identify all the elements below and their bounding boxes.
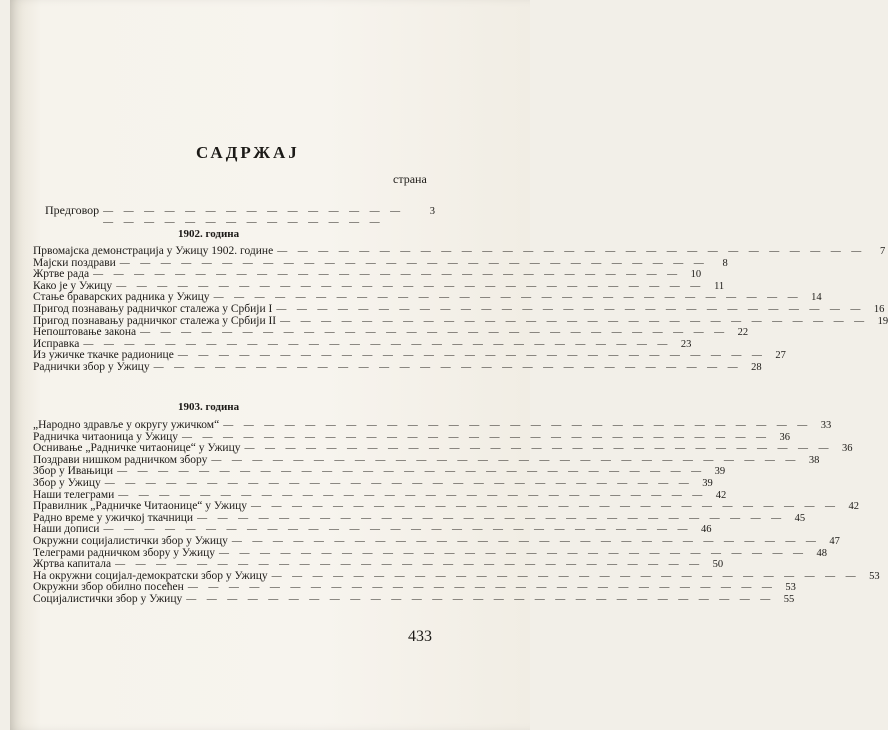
dash-leader: — — — — — — — — — — — — — — — — — — — — — — — — — — — — — (186, 593, 775, 605)
dash-leader: — — — — — — — — — — — — — — — — — — — — — — — — — — — — — (119, 257, 708, 269)
toc-entry (33, 302, 885, 316)
dash-leader: — — — — — — — — — — — — — — — — — — — — — — — — — — — — — (103, 206, 405, 228)
toc-entry-page: 16 (873, 303, 885, 315)
dash-leader: — — — — — — — — — — — — — — — — — — — — — — — — — — — — — (231, 535, 820, 547)
dash-leader: — — — — — — — — — — — — — — — — — — — — — — — — — — — — — (93, 269, 682, 281)
dash-leader: — — — — — — — — — — — — — — — — — — — — — — — — — — — — — (115, 559, 704, 571)
toc-entry-page: 47 (829, 535, 840, 547)
dash-leader: — — — — — — — — — — — — — — — — — — — — — — — — — — — — — (271, 570, 860, 582)
toc-entry-label: Исправка (33, 337, 80, 350)
toc-entry-label: „Народно здравље у округу ужичком“ (33, 419, 220, 431)
toc-entry (33, 326, 749, 339)
section-heading-1902: 1902. година (178, 228, 240, 240)
toc-entry-label: Радно време у ужичкој ткачници (33, 511, 194, 524)
toc-entry-label: Непоштовање закона (33, 326, 137, 339)
toc-entry-label: Из ужичке ткачке радионице (33, 349, 174, 362)
toc-entry-page: 39 (714, 466, 726, 478)
dash-leader: — — — — — — — — — — — — — — — — — — — — — — — — — — — — — (118, 489, 707, 501)
dash-leader: — — — — — — — — — — — — — — — — — — — — — — — — — — — — — (153, 361, 742, 373)
toc-entry-label: Збор у Ужицу (33, 476, 101, 489)
toc-entry (33, 419, 832, 432)
dash-leader: — — — — — — — — — — — — — — — — — — — — — — — — — — — — — (104, 477, 693, 489)
toc-entry (33, 592, 795, 606)
toc-entry (33, 245, 886, 258)
toc-entry-page: 22 (737, 327, 749, 339)
dash-leader: — — — — — — — — — — — — — — — — — — — — — — — — — — — — — (276, 303, 865, 315)
toc-entry-label: Како је у Ужицу (33, 279, 113, 292)
toc-entry-label: Наши дописи (33, 523, 100, 536)
dash-leader: — — — — — — — — — — — — — — — — — — — — — — — — — — — — — (280, 315, 869, 327)
toc-entry-page: 55 (783, 593, 795, 605)
toc-entry-page: 36 (842, 443, 853, 455)
dash-leader: — — — — — — — — — — — — — — — — — — — — — — — — — — — — — (116, 280, 705, 292)
page-column-label: страна (393, 172, 427, 186)
toc-entry-label: Предговор (45, 203, 100, 217)
toc-entry-page: 53 (785, 582, 796, 594)
dash-leader: — — — — — — — — — — — — — — — — — — — — — — — — — — — — — (103, 524, 692, 536)
toc-entry-page: 14 (811, 292, 822, 304)
toc-entry-label: Телеграми радничком збору у Ужицу (33, 546, 216, 559)
toc-entry-page: 10 (690, 269, 702, 281)
dash-leader: — — — — — — — — — — — — — — — — — — — — — — — — — — — — — (182, 431, 770, 443)
toc-entry-label: Радничка читаоница у Ужицу (33, 430, 178, 443)
toc-entry-label: Поздрави нишком радничком збору (33, 453, 208, 466)
toc-entry-label: Пригод познавању радничког сталежа у Србији I (33, 302, 273, 315)
toc-entry-page: 3 (429, 206, 435, 217)
book-page (10, 0, 888, 730)
toc-entry-page: 27 (775, 350, 786, 362)
toc-entry-page: 38 (808, 454, 820, 466)
toc-entry (33, 534, 840, 548)
toc-entry (33, 256, 728, 270)
dash-leader: — — — — — — — — — — — — — — — — — — — — — — — — — — — — — (244, 443, 833, 455)
dash-leader: — — — — — — — — — — — — — — — — — — — — — — — — — — — — — (117, 466, 706, 478)
section-heading-1903: 1903. година (178, 401, 240, 413)
toc-entry-label: На окружни социјал-демократски збор у Ужицу (33, 569, 268, 582)
toc-entry-page: 39 (702, 477, 713, 489)
toc-entry-page: 7 (879, 246, 886, 257)
dash-leader: — — — — — — — — — — — — — — — — — — — — — — — — — — — — — (197, 512, 786, 524)
toc-entry-page: 42 (715, 489, 727, 501)
toc-entry-page: 48 (816, 547, 828, 559)
toc-entry-label: Стање браварских радника у Ужицу (33, 291, 210, 304)
toc-entry (33, 500, 860, 513)
dash-leader: — — — — — — — — — — — — — — — — — — — — — — — — — — — — — (213, 292, 802, 304)
toc-entry-label: Оснивање „Радничке читаонице“ у Ужицу (33, 442, 241, 455)
dash-leader: — — — — — — — — — — — — — — — — — — — — — — — — — — — — — (251, 501, 840, 513)
dash-leader: — — — — — — — — — — — — — — — — — — — — — — — — — — — — — (223, 420, 812, 431)
dash-leader: — — — — — — — — — — — — — — — — — — — — — — — — — — — — — (177, 350, 766, 362)
toc-entry-page: 50 (712, 559, 724, 571)
page-title: САДРЖАЈ (196, 143, 300, 162)
toc-list-1903 (33, 419, 880, 606)
toc-entry-page: 11 (714, 280, 725, 292)
toc-entry-label: Социјалистички збор у Ужицу (33, 592, 183, 605)
toc-entry-page: 45 (794, 512, 806, 524)
toc-entry (33, 558, 724, 571)
dash-leader: — — — — — — — — — — — — — — — — — — — — — — — — — — — — — (83, 338, 672, 350)
toc-entry-page: 36 (779, 431, 790, 443)
dash-leader: — — — — — — — — — — — — — — — — — — — — — — — — — — — — — (211, 454, 800, 466)
dash-leader: — — — — — — — — — — — — — — — — — — — — — — — — — — — — — (187, 582, 776, 594)
toc-entry-label: Мајски поздрави (33, 256, 116, 269)
toc-entry-label: Првомајска демонстрација у Ужицу 1902. године (33, 245, 274, 257)
toc-entry-label: Жртве рада (33, 268, 90, 281)
toc-entry-page: 8 (722, 257, 728, 269)
toc-entry-label: Збор у Ивањици (33, 465, 114, 478)
toc-entry-label: Жртва капитала (33, 558, 112, 571)
toc-entry-page: 19 (877, 315, 888, 327)
toc-entry (33, 360, 762, 374)
toc-entry-page: 42 (848, 501, 860, 513)
dash-leader: — — — — — — — — — — — — — — — — — — — — — — — — — — — — — (219, 547, 808, 559)
toc-entry-intro (45, 203, 435, 228)
toc-entry-label: Пригод познавању радничког сталежа у Србији II (33, 314, 277, 327)
toc-entry-label: Окружни збор обилно посећен (33, 581, 184, 594)
toc-entry-page: 28 (751, 361, 762, 373)
toc-entry-label: Наши телеграми (33, 488, 115, 501)
toc-list-1902 (33, 245, 888, 374)
toc-entry (33, 476, 713, 490)
dash-leader: — — — — — — — — — — — — — — — — — — — — — — — — — — — — — (140, 327, 729, 339)
toc-entry-page: 33 (820, 420, 832, 431)
toc-entry-label: Окружни социјалистички збор у Ужицу (33, 534, 228, 547)
page-number: 433 (408, 628, 432, 645)
toc-entry-label: Раднички збор у Ужицу (33, 360, 150, 373)
toc-entry-page: 53 (869, 570, 880, 582)
toc-entry-label: Правилник „Радничке Читаонице“ у Ужицу (33, 500, 248, 513)
dash-leader: — — — — — — — — — — — — — — — — — — — — — — — — — — — — — (277, 246, 866, 257)
toc-entry-page: 46 (700, 524, 712, 536)
toc-entry-page: 23 (680, 338, 692, 350)
